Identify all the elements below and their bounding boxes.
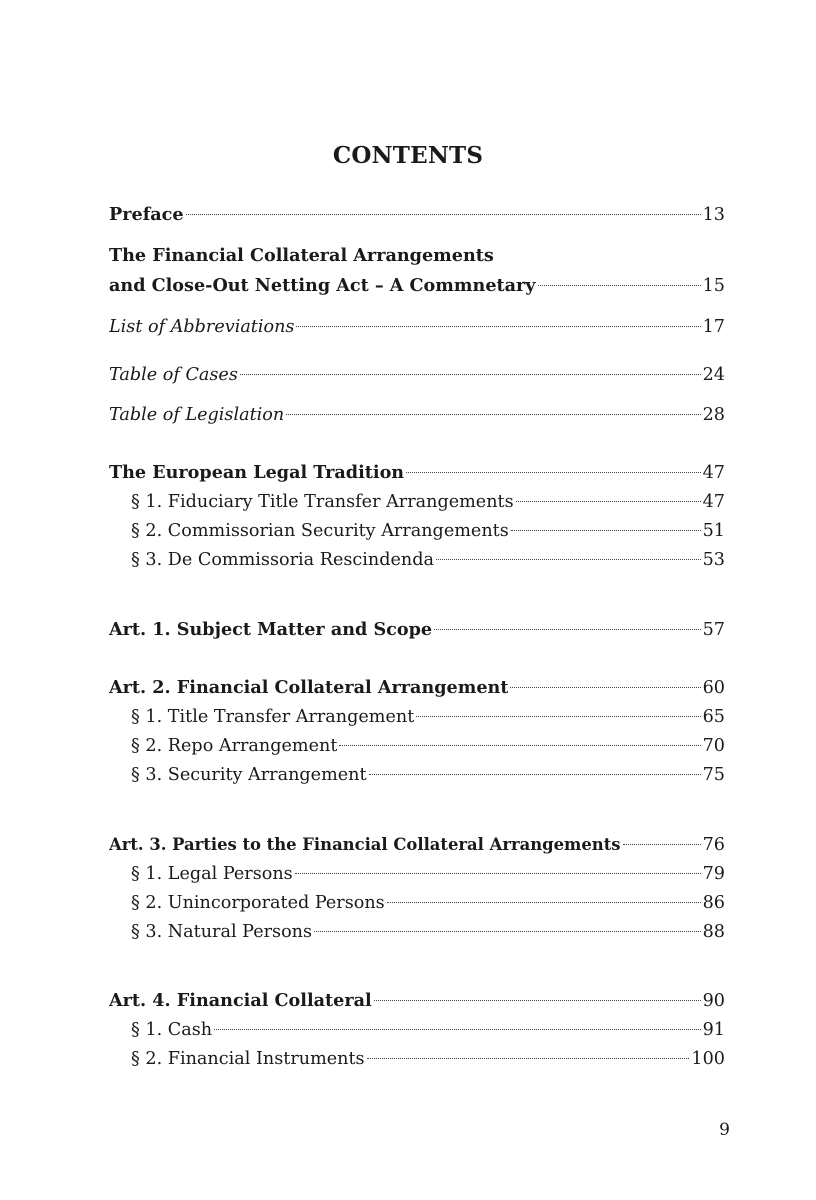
toc-entry-label: Preface: [109, 204, 184, 225]
dot-leader: [434, 629, 701, 630]
toc-subentry[interactable]: [131, 861, 725, 887]
toc-subentry[interactable]: [131, 1046, 725, 1072]
toc-entry-page: 17: [702, 317, 725, 337]
toc-subentry[interactable]: [131, 704, 725, 730]
toc-entry-page: 60: [702, 678, 725, 698]
toc-entry-label: § 1. Legal Persons: [131, 864, 293, 884]
toc-subentry[interactable]: [131, 919, 725, 945]
toc-entry-page: 47: [702, 492, 725, 512]
page-title: CONTENTS: [332, 142, 484, 169]
toc-entry-page: 28: [702, 405, 725, 425]
toc-entry-label: Art. 1. Subject Matter and Scope: [109, 619, 433, 640]
dot-leader: [286, 414, 700, 415]
dot-leader: [296, 326, 700, 327]
dot-leader: [387, 902, 701, 903]
toc-entry-art-3[interactable]: [109, 832, 725, 858]
toc-entry-page: 88: [702, 922, 725, 942]
toc-entry-preface[interactable]: [109, 202, 725, 228]
toc-entry-table-of-legislation[interactable]: [109, 402, 725, 428]
toc-entry-page: 76: [702, 835, 725, 855]
toc-entry-european-legal-tradition[interactable]: [109, 460, 725, 486]
toc-entry-label: § 1. Cash: [131, 1020, 213, 1040]
toc-entry-label: Art. 4. Financial Collateral: [109, 990, 372, 1011]
dot-leader: [339, 745, 700, 746]
toc-subentry[interactable]: [131, 518, 725, 544]
dot-leader: [295, 873, 701, 874]
dot-leader: [214, 1029, 701, 1030]
toc-entry-label: § 2. Commissorian Security Arrangements: [131, 521, 509, 541]
dot-leader: [369, 774, 701, 775]
toc-entry-page: 100: [691, 1049, 725, 1069]
dot-leader: [511, 530, 701, 531]
dot-leader: [510, 687, 700, 688]
toc-subentry[interactable]: [131, 489, 725, 515]
toc-entry-label: § 2. Repo Arrangement: [131, 736, 338, 756]
toc-entry-page: 75: [702, 765, 725, 785]
dot-leader: [516, 501, 701, 502]
dot-leader: [314, 931, 701, 932]
toc-subentry[interactable]: [131, 547, 725, 573]
toc-entry-label: § 3. Natural Persons: [131, 922, 313, 942]
toc-entry-page: 15: [702, 276, 725, 296]
dot-leader: [538, 285, 701, 286]
toc-entry-page: 13: [702, 205, 725, 225]
toc-entry-art-2[interactable]: [109, 675, 725, 701]
toc-entry-label: List of Abbreviations: [109, 317, 295, 337]
toc-entry-page: 57: [702, 620, 725, 640]
dot-leader: [416, 716, 700, 717]
toc-entry-label: Art. 3. Parties to the Financial Collateral Arrangements: [109, 835, 621, 854]
toc-entry-page: 53: [702, 550, 725, 570]
dot-leader: [240, 374, 701, 375]
toc-entry-abbreviations[interactable]: [109, 314, 725, 340]
toc-entry-commentary[interactable]: [109, 273, 725, 299]
toc-entry-label: § 1. Title Transfer Arrangement: [131, 707, 415, 727]
toc-entry-page: 90: [702, 991, 725, 1011]
toc-entry-page: 47: [702, 463, 725, 483]
page-number: 9: [719, 1120, 730, 1140]
dot-leader: [436, 559, 701, 560]
dot-leader: [374, 1000, 701, 1001]
toc-subentry[interactable]: [131, 1017, 725, 1043]
dot-leader: [406, 472, 701, 473]
toc-entry-label: § 1. Fiduciary Title Transfer Arrangements: [131, 492, 514, 512]
toc-entry-table-of-cases[interactable]: [109, 362, 725, 388]
toc-entry-label: § 3. Security Arrangement: [131, 765, 367, 785]
dot-leader: [186, 214, 701, 215]
toc-entry-label: and Close-Out Netting Act – A Commnetary: [109, 275, 536, 296]
toc-entry-label: Table of Legislation: [109, 405, 285, 425]
toc-subentry[interactable]: [131, 733, 725, 759]
toc-entry-label: The European Legal Tradition: [109, 462, 405, 483]
toc-entry-label: § 2. Unincorporated Persons: [131, 893, 385, 913]
toc-entry-label: § 2. Financial Instruments: [131, 1049, 365, 1069]
dot-leader: [623, 844, 701, 845]
toc-entry-label: Art. 2. Financial Collateral Arrangement: [109, 677, 509, 698]
dot-leader: [367, 1058, 690, 1059]
toc-subentry[interactable]: [131, 762, 725, 788]
toc-entry-page: 51: [702, 521, 725, 541]
toc-entry-label: § 3. De Commissoria Rescindenda: [131, 550, 434, 570]
toc-entry-page: 70: [702, 736, 725, 756]
toc-entry-commentary-line1: The Financial Collateral Arrangements: [109, 245, 494, 266]
toc-entry-art-4[interactable]: [109, 988, 725, 1014]
toc-subentry[interactable]: [131, 890, 725, 916]
toc-entry-page: 24: [702, 365, 725, 385]
toc-entry-art-1[interactable]: [109, 617, 725, 643]
toc-entry-page: 79: [702, 864, 725, 884]
toc-entry-page: 86: [702, 893, 725, 913]
toc-entry-page: 91: [702, 1020, 725, 1040]
toc-entry-label: Table of Cases: [109, 365, 238, 385]
toc-entry-page: 65: [702, 707, 725, 727]
